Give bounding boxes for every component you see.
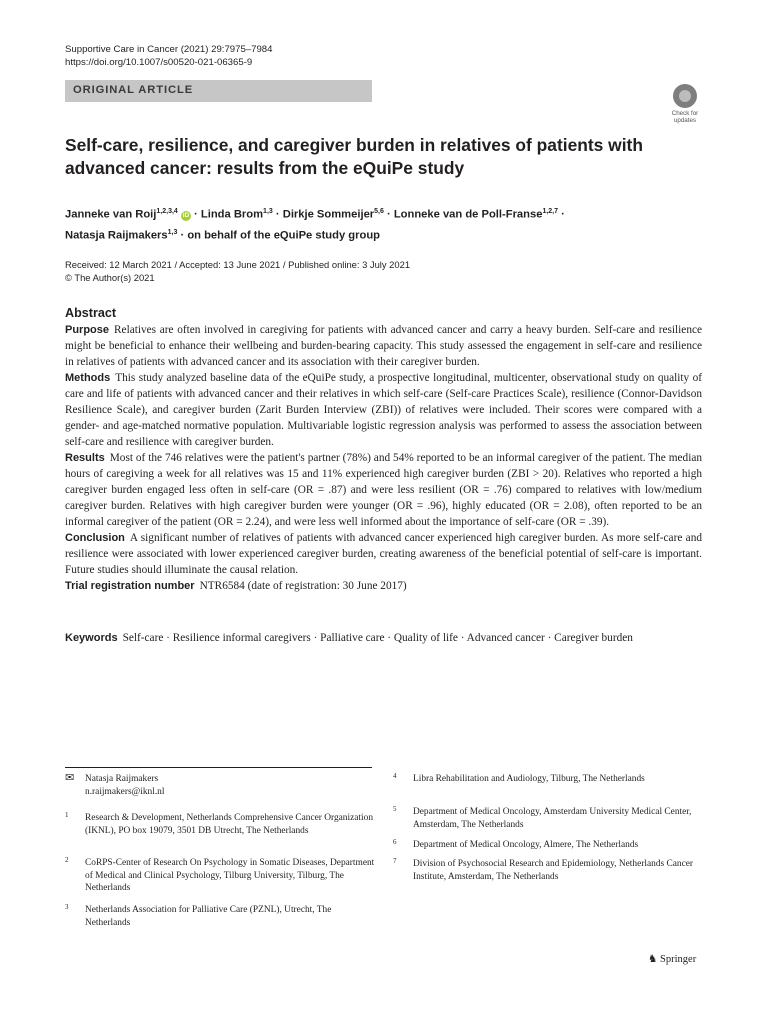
publisher-name: Springer [660,954,697,965]
author-affiliation: 1,3 [263,208,273,215]
author-affiliation: 1,2,3,4 [156,208,178,215]
orcid-icon[interactable]: iD [182,211,190,219]
abstract-methods [65,370,702,450]
author-name: Linda Brom [200,208,264,221]
correspondence [65,773,375,798]
affiliation-item [393,806,703,834]
abstract-trial [65,578,702,594]
trial-label: Trial registration number [65,580,195,592]
affiliation-number: 1 [65,811,69,819]
affiliation-text: Libra Rehabilitation and Audiology, Tilburg, The Netherlands [413,774,645,784]
affiliation-text: Research & Development, Netherlands Comprehensive Cancer Organization (IKNL), PO box 19079, 3501 DB Utrecht, The Netherlands [85,813,374,836]
abstract-conclusion [65,530,702,578]
correspondence-name: Natasja Raijmakers [85,774,159,784]
journal-citation: Supportive Care in Cancer (2021) 29:7975–7984 [65,44,273,55]
author-affiliation: 1,2,7 [542,208,559,215]
keywords-text: Self-care · Resilience informal caregivers · Palliative care · Quality of life · Advanced cancer · Caregiver burden [122,632,633,644]
footnote-divider [65,767,372,768]
methods-label: Methods [65,372,111,384]
author-name: Dirkje Sommeijer [282,208,375,221]
affiliation-number: 7 [393,857,397,865]
authors-suffix: on behalf of the eQuiPe study group [187,229,380,242]
affiliation-text: Division of Psychosocial Research and Epidemiology, Netherlands Cancer Institute, Amsterdam, The Netherlands [413,859,694,882]
abstract-heading: Abstract [65,306,117,320]
author-name: Lonneke van de Poll-Franse [393,208,543,221]
results-label: Results [65,452,105,464]
affiliation-item [393,773,703,801]
check-updates-icon [673,84,697,108]
article-type: ORIGINAL ARTICLE [73,84,194,96]
methods-text: This study analyzed baseline data of the eQuiPe study, a prospective longitudinal, multicenter, observational study on quality of care and life of patients with advanced cancer and their relatives in which self-care (Self-care Practices Scale), resilience (Connor-Davidson Resilience Scale), and caregiver burden (Zarit Burden Interview (ZBI)) of relatives were included. Their scores were compared with a gender- and age-matched normative population. Multivariable logistic regression analysis was performed to assess the association between self-care and resilience with caregiver burden. [65,372,702,448]
envelope-icon: ✉ [65,772,75,784]
affiliation-number: 3 [65,903,69,911]
author-affiliation: 1,3 [167,228,178,236]
badge-line1: Check for [671,110,699,117]
affiliation-number: 2 [65,856,69,864]
conclusion-label: Conclusion [65,532,125,544]
purpose-text: Relatives are often involved in caregiving for patients with advanced cancer and carry a heavy burden. Self-care and resilience might be beneficial to enhance their wellbeing and burden-bearing capacity. This study assessed the engagement in self-care and resilience in relatives of patients with advanced cancer and its association with their caregiver burden. [65,324,702,368]
published-date: / Published online: 3 July 2021 [282,259,411,270]
trial-text: NTR6584 (date of registration: 30 June 2017) [199,580,407,592]
affiliation-text: CoRPS-Center of Research On Psychology in Somatic Diseases, Department of Medical and Clinical Psychology, Tilburg University, Tilburg, The Netherlands [85,858,375,894]
affiliation-number: 6 [393,838,397,846]
keywords [65,630,715,646]
correspondence-email[interactable]: n.raijmakers@iknl.nl [85,786,165,797]
affiliation-item [393,839,703,855]
author-affiliation: 5,6 [374,208,384,215]
results-text: Most of the 746 relatives were the patient's partner (78%) and 54% reported to be an informal caregiver of the patient. The median hours of caregiving a week for all relatives was 15 and 11% experienced high caregiver burden (ZBI > 20). Relatives who reported a high caregiver burden engaged less often in self-care (OR = .87) and were less resilient (OR = .76) compared to relatives with low/medium caregiver burden. Relatives with high caregiver burden were younger (OR = .96), highly educated (OR = 2.08), often reported to be an informal caregiver of the patient (OR = 2.24), and were less well informed about the importance of self-care (OR = .39). [65,452,702,528]
abstract-purpose [65,322,702,370]
affiliation-text: Department of Medical Oncology, Almere, The Netherlands [413,840,639,850]
affiliation-text: Department of Medical Oncology, Amsterdam University Medical Center, Amsterdam, The Netherlands [413,807,692,830]
author-name: Janneke van Roij [65,208,157,221]
abstract-body [65,322,702,594]
publisher-logo [648,953,696,965]
affiliation-item [393,858,703,886]
affiliation-text: Netherlands Association for Palliative Care (PZNL), Utrecht, The Netherlands [85,905,332,928]
keywords-label: Keywords [65,632,118,644]
article-title: Self-care, resilience, and caregiver burden in relatives of patients with advanced cancer: results from the eQuiPe study [65,135,643,178]
affiliation-item [65,812,375,852]
springer-horse-icon: ♞ [648,954,658,965]
conclusion-text: A significant number of relatives of patients with advanced cancer experienced high caregiver burden. As more self-care and resilience were associated with lower experienced caregiver burden, creating awareness of the beneficial potential of self-care is important. Future studies should illuminate the causal relation. [65,532,702,576]
abstract-results [65,450,702,530]
copyright: © The Author(s) 2021 [65,272,155,283]
article-type-band [65,80,372,102]
author-name: Natasja Raijmakers [65,229,168,242]
doi-link[interactable]: https://doi.org/10.1007/s00520-021-06365-9 [65,57,253,68]
badge-line2: updates [673,117,697,124]
article-dates [65,258,410,284]
affiliation-item [65,904,375,932]
affiliation-number: 4 [393,772,397,780]
author-list: Janneke van Roij$^{1,2,3,4}$ iD · Linda Brom$^{1,3}$ · Dirkje Sommeijer$^{5,6}$ · Lonneke van de Poll-Franse$^{1,2,7}$ · Natasja Raijmakers$^{1,3}$ · on behalf of the eQuiPe study group [65,208,565,242]
check-for-updates-badge[interactable] [665,84,705,126]
affiliation-item [65,857,375,897]
received-accepted: Received: 12 March 2021 / Accepted: 13 June 2021 [65,259,281,270]
purpose-label: Purpose [65,324,110,336]
journal-header [65,43,272,69]
affiliation-number: 5 [393,805,397,813]
